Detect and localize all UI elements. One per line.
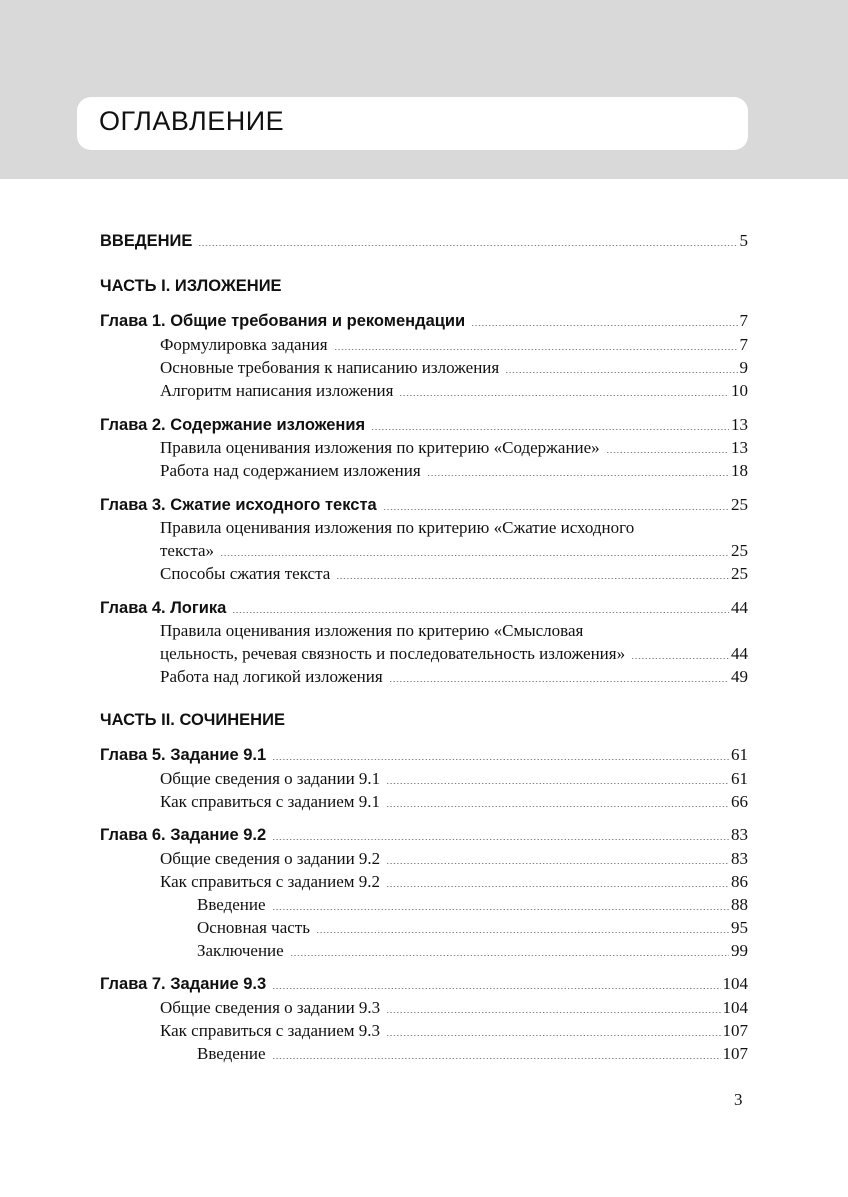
toc-entry-text: Введение <box>197 895 266 914</box>
toc-entry <box>160 767 748 790</box>
toc-entry <box>100 743 748 766</box>
toc-entry <box>100 229 748 252</box>
toc-entry-page: 66 <box>731 792 748 811</box>
toc-entry-page: 13 <box>731 438 748 457</box>
dot-leader <box>371 429 729 430</box>
toc-entry-text: Формулировка задания <box>160 335 328 354</box>
toc-entry <box>197 1042 748 1065</box>
toc-entry-text: текста» <box>160 541 215 560</box>
toc-entry-text: Глава 5. Задание 9.1 <box>100 746 267 764</box>
toc-entry <box>197 916 748 939</box>
dot-leader <box>389 681 729 682</box>
toc-entry <box>100 596 748 619</box>
toc-entry-page: 99 <box>731 941 748 960</box>
dot-leader <box>386 783 729 784</box>
toc-entry <box>100 972 748 995</box>
toc-entry <box>160 356 748 379</box>
dot-leader <box>272 909 729 910</box>
dot-leader <box>386 863 729 864</box>
dot-leader <box>471 325 737 326</box>
header-band <box>0 0 848 179</box>
toc-entry-text: Как справиться с заданием 9.3 <box>160 1021 381 1040</box>
toc-entry-text: Глава 3. Сжатие исходного текста <box>100 496 377 514</box>
toc-entry-text: Правила оценивания изложения по критерию «Смысловая <box>160 621 584 640</box>
title-box <box>77 97 748 150</box>
toc-entry-page: 107 <box>722 1021 748 1040</box>
toc-entry <box>160 847 748 870</box>
toc-entry-page: 5 <box>739 231 748 250</box>
toc-entry-page: 83 <box>731 825 748 844</box>
toc-entry-page: 18 <box>731 461 748 480</box>
toc-entry <box>160 1019 748 1042</box>
toc-entry-page: 61 <box>731 769 748 788</box>
toc-entry-text: Правила оценивания изложения по критерию «Содержание» <box>160 438 600 457</box>
dot-leader <box>505 372 737 373</box>
page-title: ОГЛАВЛЕНИЕ <box>99 106 285 136</box>
dot-leader <box>232 612 729 613</box>
toc-entry-text: Основные требования к написанию изложения <box>160 358 500 377</box>
toc-entry-page: 104 <box>722 998 748 1017</box>
toc-entry <box>100 493 748 516</box>
toc-entry-text: Глава 1. Общие требования и рекомендации <box>100 312 466 330</box>
toc-entry-page: 7 <box>739 335 748 354</box>
toc-entry-page: 9 <box>739 358 748 377</box>
toc-entry-text: Общие сведения о задании 9.2 <box>160 849 381 868</box>
dot-leader <box>272 839 729 840</box>
toc-entry-page: 49 <box>731 667 748 686</box>
dot-leader <box>427 475 729 476</box>
toc-entry-text: Основная часть <box>197 918 310 937</box>
toc-entry <box>160 870 748 893</box>
dot-leader <box>220 555 729 556</box>
toc-entry-page: 13 <box>731 415 748 434</box>
toc-entry <box>197 939 748 962</box>
toc-entry-page: 61 <box>731 745 748 764</box>
toc-entry-page: 25 <box>731 564 748 583</box>
dot-leader <box>606 452 729 453</box>
toc-entry <box>100 309 748 332</box>
toc-part-heading <box>100 709 748 732</box>
toc-entry-text: Работа над содержанием изложения <box>160 461 421 480</box>
toc-entry <box>197 893 748 916</box>
toc-entry <box>160 996 748 1019</box>
toc-entry <box>160 436 748 459</box>
toc-entry-text: Работа над логикой изложения <box>160 667 383 686</box>
toc-entry-text: ВВЕДЕНИЕ <box>100 232 193 250</box>
toc-entry-text: Введение <box>197 1044 266 1063</box>
toc-entry-text: Правила оценивания изложения по критерию «Сжатие исходного <box>160 518 635 537</box>
dot-leader <box>386 1012 720 1013</box>
dot-leader <box>290 955 729 956</box>
toc-entry-text: Глава 6. Задание 9.2 <box>100 826 267 844</box>
toc-entry-page: 95 <box>731 918 748 937</box>
toc-entry-text: Глава 2. Содержание изложения <box>100 416 366 434</box>
toc-entry <box>160 665 748 688</box>
toc-entry-text: Глава 4. Логика <box>100 599 227 617</box>
dot-leader <box>316 932 729 933</box>
toc-entry-text: Как справиться с заданием 9.1 <box>160 792 381 811</box>
toc-entry-page: 7 <box>739 311 748 330</box>
toc-entry-text: Способы сжатия текста <box>160 564 331 583</box>
toc-entry-text: Глава 7. Задание 9.3 <box>100 975 267 993</box>
toc-entry-page: 104 <box>722 974 748 993</box>
toc-entry-text: Общие сведения о задании 9.1 <box>160 769 381 788</box>
toc-entry <box>160 562 748 585</box>
dot-leader <box>272 759 729 760</box>
toc-entry-text: Общие сведения о задании 9.3 <box>160 998 381 1017</box>
toc-entry-text: Алгоритм написания изложения <box>160 381 394 400</box>
dot-leader <box>334 349 738 350</box>
toc-entry-page: 10 <box>731 381 748 400</box>
toc-entry-text: ЧАСТЬ I. ИЗЛОЖЕНИЕ <box>100 277 282 295</box>
toc-entry-line <box>160 516 748 539</box>
toc-entry-page: 83 <box>731 849 748 868</box>
dot-leader <box>336 578 729 579</box>
toc-entry <box>160 333 748 356</box>
dot-leader <box>272 988 720 989</box>
toc-entry <box>100 823 748 846</box>
toc-entry-text: цельность, речевая связность и последовательность изложения» <box>160 644 626 663</box>
toc-entry-page: 25 <box>731 495 748 514</box>
dot-leader <box>386 886 729 887</box>
page-number: 3 <box>734 1090 743 1109</box>
toc-entry-page: 107 <box>722 1044 748 1063</box>
dot-leader <box>386 1035 720 1036</box>
toc-entry <box>160 539 748 562</box>
toc-entry <box>160 459 748 482</box>
dot-leader <box>386 806 729 807</box>
toc-entry-page: 86 <box>731 872 748 891</box>
toc-entry <box>160 790 748 813</box>
toc-entry <box>160 642 748 665</box>
dot-leader <box>631 658 729 659</box>
toc-entry-page: 25 <box>731 541 748 560</box>
dot-leader <box>399 395 729 396</box>
toc-entry-text: ЧАСТЬ II. СОЧИНЕНИЕ <box>100 711 285 729</box>
toc-entry-text: Как справиться с заданием 9.2 <box>160 872 381 891</box>
toc-entry-page: 44 <box>731 644 748 663</box>
dot-leader <box>198 245 737 246</box>
toc-part-heading <box>100 275 748 298</box>
toc-entry-text: Заключение <box>197 941 284 960</box>
dot-leader <box>272 1058 721 1059</box>
dot-leader <box>383 509 729 510</box>
toc-entry <box>160 379 748 402</box>
toc-entry-page: 88 <box>731 895 748 914</box>
toc-entry <box>100 413 748 436</box>
toc-entry-line <box>160 619 748 642</box>
toc-entry-page: 44 <box>731 598 748 617</box>
